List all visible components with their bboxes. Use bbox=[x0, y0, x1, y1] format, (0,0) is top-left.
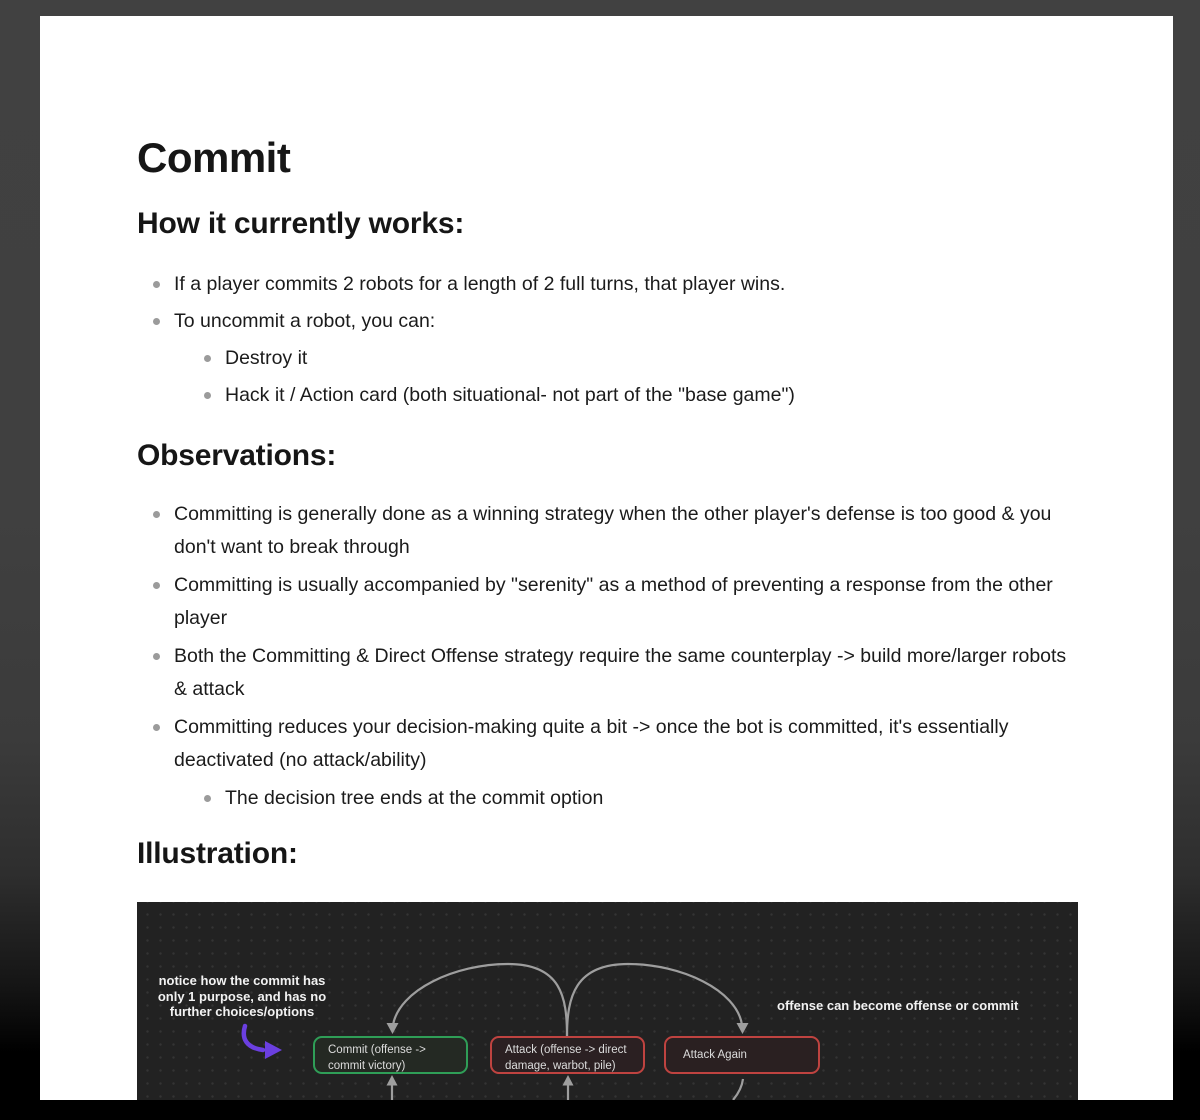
list-item: Destroy it bbox=[188, 342, 1080, 375]
arrowhead-down-commit bbox=[387, 1023, 399, 1034]
arrowhead-up-commit bbox=[387, 1075, 398, 1086]
node-attack-again: Attack Again bbox=[664, 1036, 820, 1074]
arrowhead-down-again bbox=[737, 1023, 749, 1034]
node-attack: Attack (offense -> direct damage, warbot, pile) bbox=[490, 1036, 645, 1074]
list-item: Hack it / Action card (both situational- not part of the "base game") bbox=[188, 379, 1080, 412]
arc-attack-to-commit bbox=[393, 964, 567, 1036]
list-item: Committing is usually accompanied by "serenity" as a method of preventing a response from the other player bbox=[137, 569, 1080, 635]
annotation-commit-purpose: notice how the commit has only 1 purpose, and has no further choices/options bbox=[157, 973, 327, 1019]
pointer-arrow-icon bbox=[244, 1026, 263, 1050]
heading-illustration: Illustration: bbox=[137, 837, 298, 870]
pointer-arrowhead-icon bbox=[265, 1041, 282, 1059]
list-item: Both the Committing & Direct Offense strategy require the same counterplay -> build more/larger robots & attack bbox=[137, 640, 1080, 706]
arc-attack-to-again bbox=[567, 964, 742, 1036]
node-commit: Commit (offense -> commit victory) bbox=[313, 1036, 468, 1074]
list-item: Committing is generally done as a winning strategy when the other player's defense is too good & you don't want to break through bbox=[137, 498, 1080, 564]
how-it-works-list bbox=[137, 268, 1080, 416]
illustration-image[interactable] bbox=[137, 902, 1078, 1100]
document-page bbox=[40, 16, 1173, 1100]
arc-tail-below-again bbox=[733, 1079, 743, 1100]
page-title: Commit bbox=[137, 134, 291, 181]
annotation-offense-options: offense can become offense or commit bbox=[777, 998, 1019, 1013]
heading-how-it-works: How it currently works: bbox=[137, 207, 465, 240]
heading-observations: Observations: bbox=[137, 439, 337, 472]
list-item: If a player commits 2 robots for a length of 2 full turns, that player wins. bbox=[137, 268, 1080, 301]
list-item: To uncommit a robot, you can: bbox=[137, 305, 1080, 338]
arrowhead-up-attack bbox=[563, 1075, 574, 1086]
observations-list bbox=[137, 498, 1080, 820]
list-item: The decision tree ends at the commit option bbox=[188, 782, 1080, 815]
list-item: Committing reduces your decision-making quite a bit -> once the bot is committed, it's essentially deactivated (no attack/ability) bbox=[137, 711, 1080, 777]
